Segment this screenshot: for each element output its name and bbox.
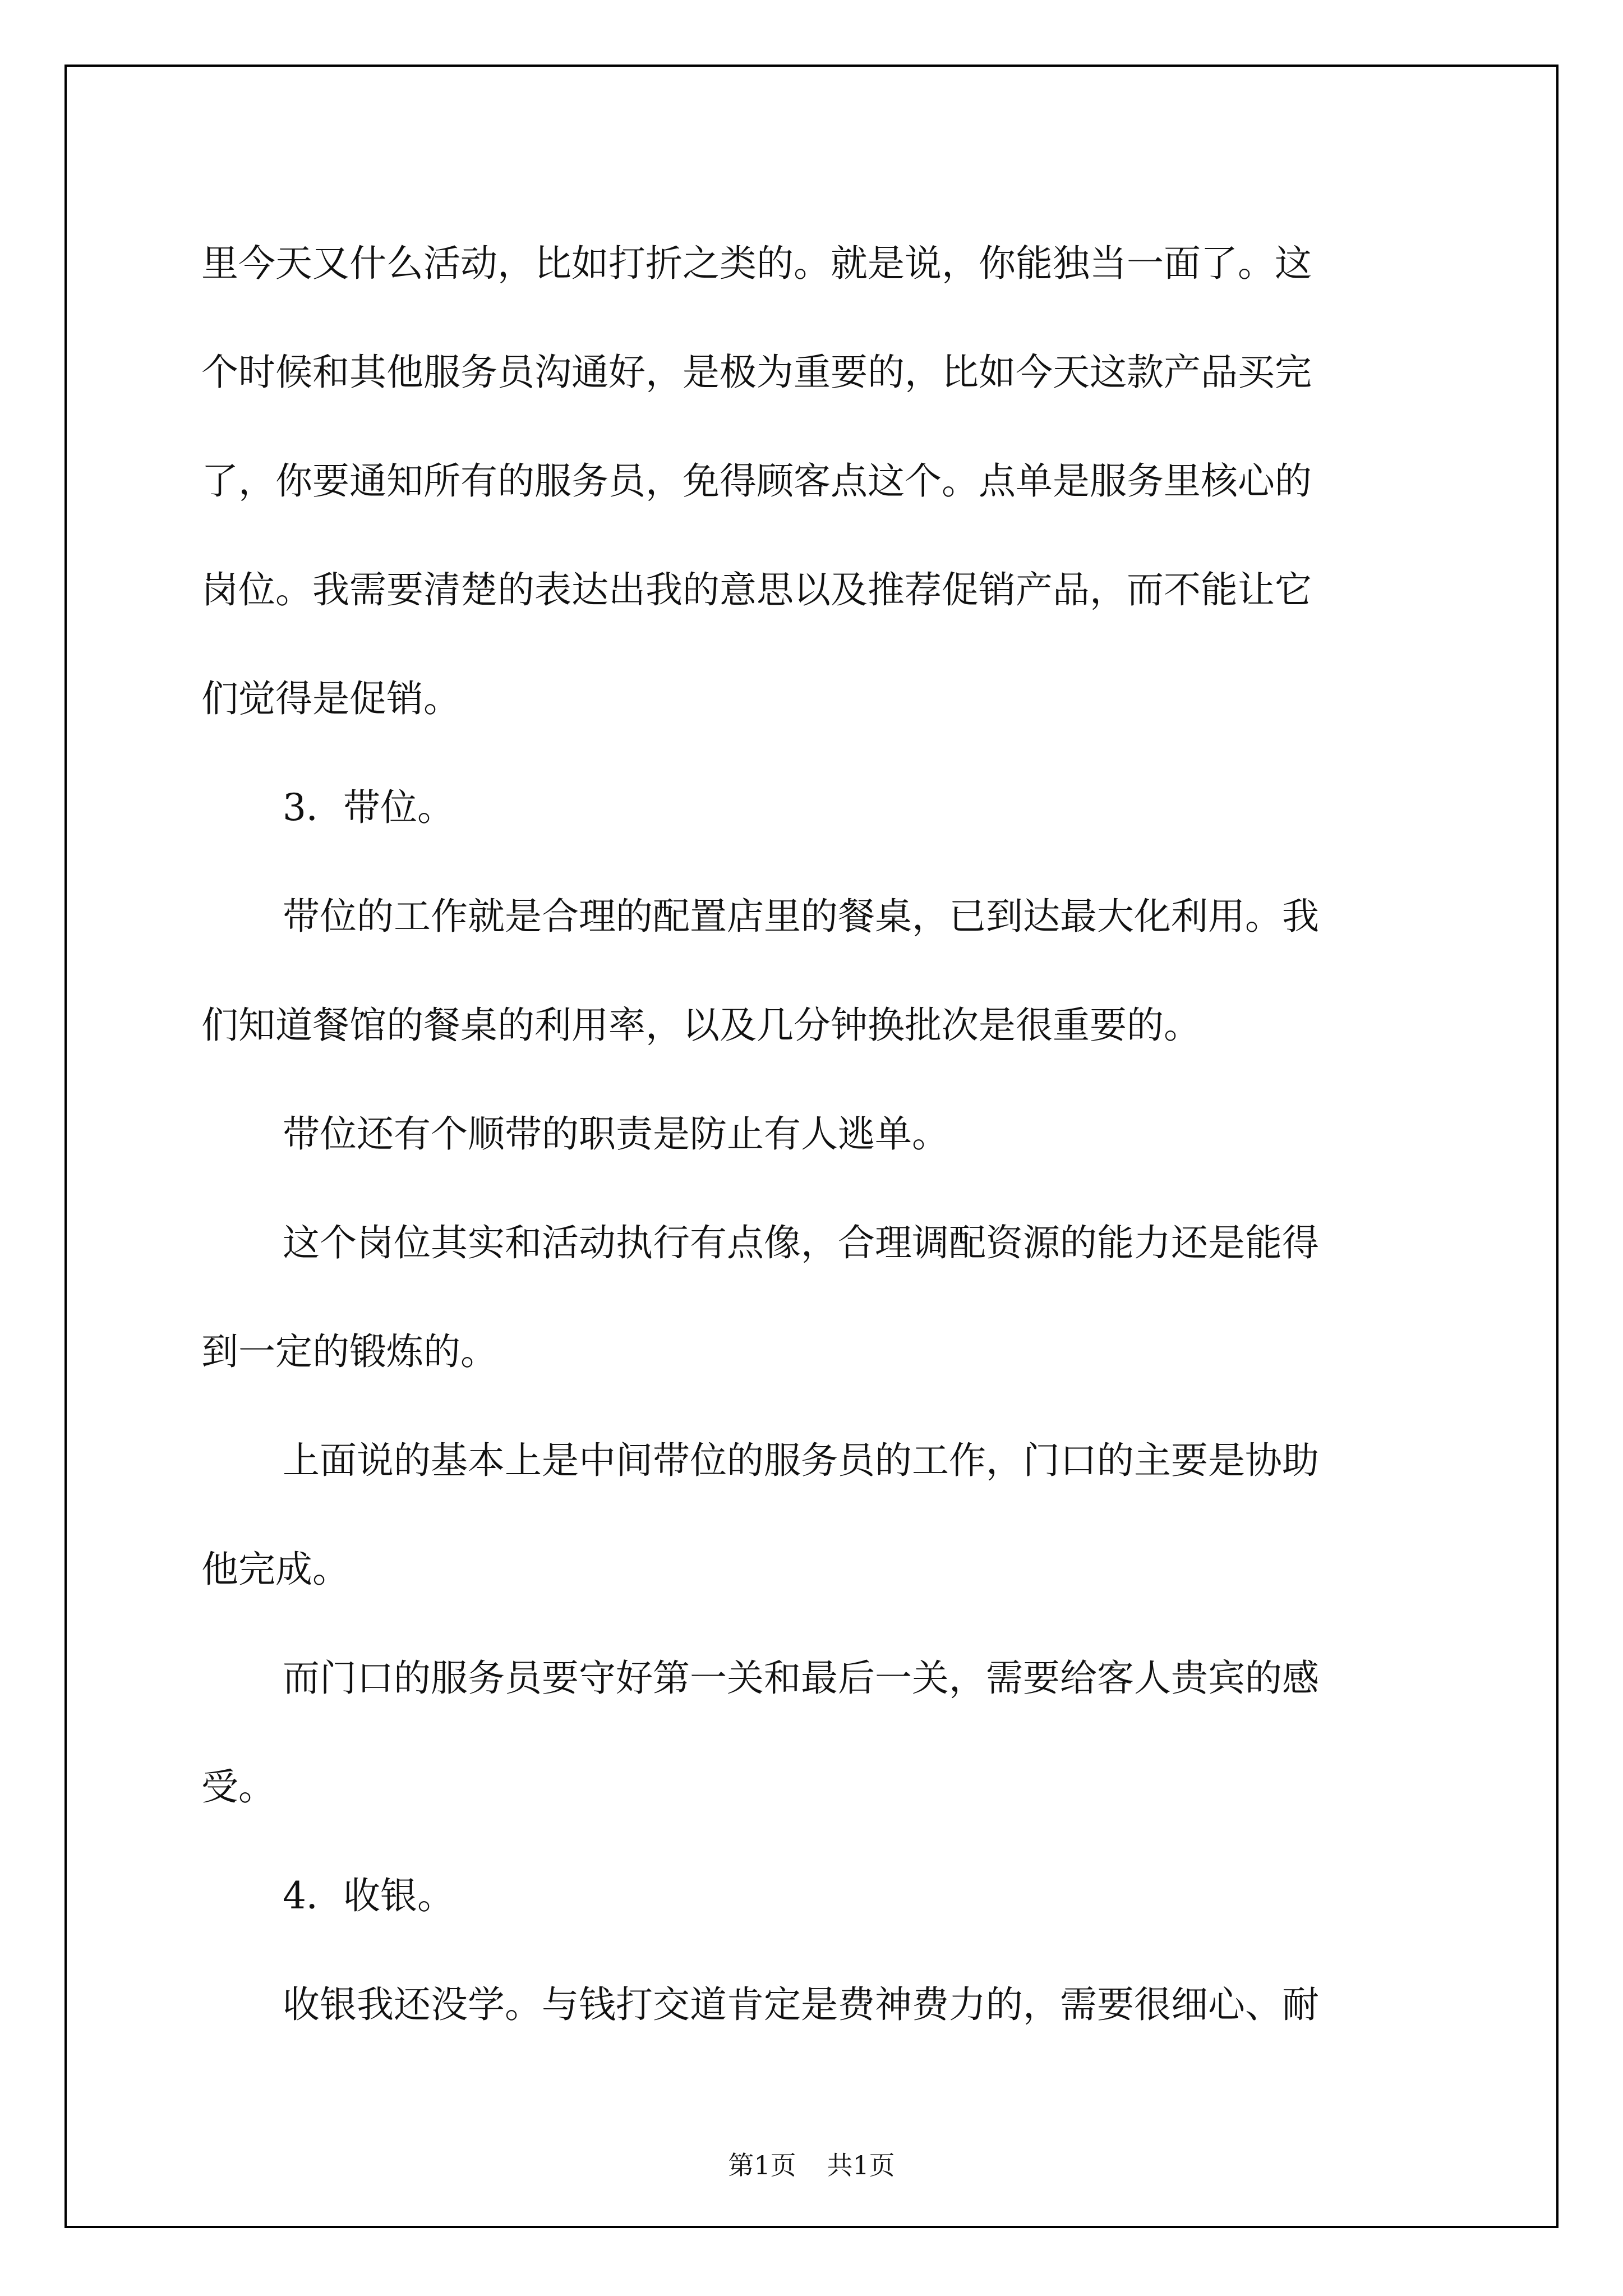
text-line: 岗位。我需要清楚的表达出我的意思以及推荐促销产品，而不能让它 xyxy=(201,568,1312,611)
text-line: 上面说的基本上是中间带位的服务员的工作，门口的主要是协助 xyxy=(283,1439,1319,1482)
text-line: 到一定的锻炼的。 xyxy=(201,1330,497,1373)
text-line: 而门口的服务员要守好第一关和最后一关，需要给客人贵宾的感 xyxy=(283,1657,1319,1700)
text-line: 他完成。 xyxy=(201,1548,349,1591)
text-line: 收银我还没学。与钱打交道肯定是费神费力的，需要很细心、耐 xyxy=(283,1983,1319,2026)
page-frame xyxy=(64,65,1559,2228)
text-line: 这个岗位其实和活动执行有点像，合理调配资源的能力还是能得 xyxy=(283,1221,1319,1264)
text-line: 里今天又什么活动，比如打折之类的。就是说，你能独当一面了。这 xyxy=(201,242,1312,285)
text-line: 了，你要通知所有的服务员，免得顾客点这个。点单是服务里核心的 xyxy=(201,459,1312,503)
text-line: 们觉得是促销。 xyxy=(201,677,460,720)
document-body xyxy=(67,67,1556,2226)
page-number: 第1页 xyxy=(728,2150,796,2180)
text-line: 个时候和其他服务员沟通好，是极为重要的，比如今天这款产品买完 xyxy=(201,351,1312,394)
text-line: 受。 xyxy=(201,1765,275,1809)
page-total: 共1页 xyxy=(827,2150,895,2180)
section-heading: 4．收银。 xyxy=(283,1874,454,1917)
text-line: 们知道餐馆的餐桌的利用率，以及几分钟换批次是很重要的。 xyxy=(201,1004,1201,1047)
text-line: 带位还有个顺带的职责是防止有人逃单。 xyxy=(283,1112,949,1156)
text-line: 带位的工作就是合理的配置店里的餐桌，已到达最大化利用。我 xyxy=(283,895,1319,938)
page-footer xyxy=(67,2145,1556,2182)
section-heading: 3．带位。 xyxy=(283,786,454,829)
